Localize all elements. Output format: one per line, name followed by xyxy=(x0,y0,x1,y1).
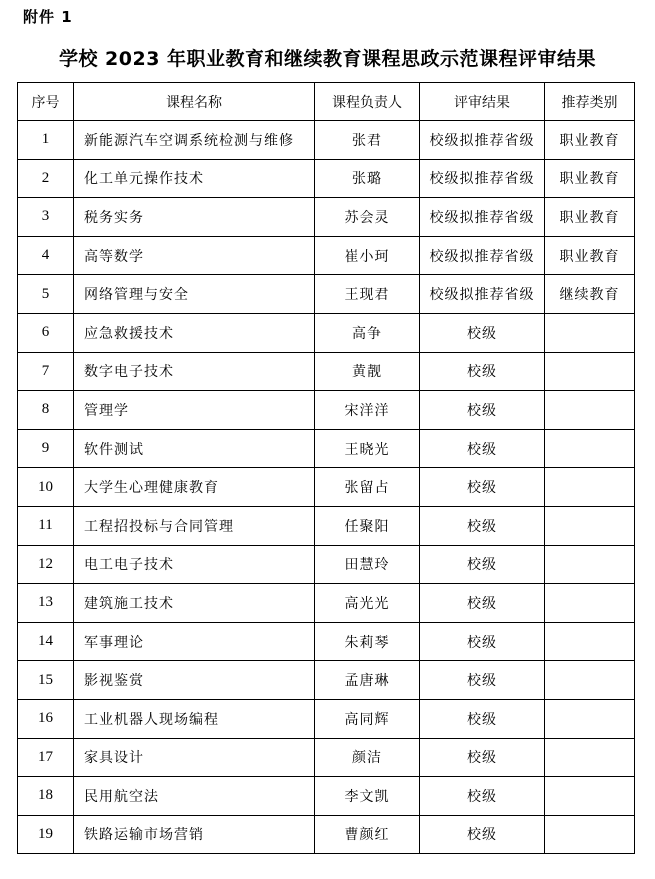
cell-owner: 高光光 xyxy=(315,584,420,623)
cell-category xyxy=(545,777,635,816)
table-row xyxy=(18,391,635,430)
cell-no: 5 xyxy=(18,275,74,314)
cell-category: 职业教育 xyxy=(545,236,635,275)
table-row xyxy=(18,699,635,738)
cell-owner: 宋洋洋 xyxy=(315,391,420,430)
cell-course: 工程招投标与合同管理 xyxy=(74,506,315,545)
table-row xyxy=(18,777,635,816)
cell-owner: 孟唐琳 xyxy=(315,661,420,700)
cell-owner: 任聚阳 xyxy=(315,506,420,545)
cell-owner: 崔小珂 xyxy=(315,236,420,275)
cell-result: 校级拟推荐省级 xyxy=(420,236,545,275)
table-row xyxy=(18,815,635,854)
header-result: 评审结果 xyxy=(420,83,545,121)
cell-no: 16 xyxy=(18,699,74,738)
cell-category: 职业教育 xyxy=(545,159,635,198)
cell-result: 校级 xyxy=(420,815,545,854)
cell-no: 11 xyxy=(18,506,74,545)
cell-result: 校级拟推荐省级 xyxy=(420,159,545,198)
cell-category xyxy=(545,661,635,700)
cell-course: 民用航空法 xyxy=(74,777,315,816)
cell-category xyxy=(545,738,635,777)
cell-no: 7 xyxy=(18,352,74,391)
table-row xyxy=(18,468,635,507)
table-row xyxy=(18,159,635,198)
cell-no: 3 xyxy=(18,198,74,237)
cell-owner: 颜洁 xyxy=(315,738,420,777)
cell-category xyxy=(545,313,635,352)
header-owner: 课程负责人 xyxy=(315,83,420,121)
cell-course: 高等数学 xyxy=(74,236,315,275)
cell-category xyxy=(545,815,635,854)
cell-no: 2 xyxy=(18,159,74,198)
cell-category xyxy=(545,391,635,430)
cell-no: 6 xyxy=(18,313,74,352)
cell-course: 军事理论 xyxy=(74,622,315,661)
cell-result: 校级 xyxy=(420,777,545,816)
cell-owner: 黄靓 xyxy=(315,352,420,391)
table-row xyxy=(18,661,635,700)
table-row xyxy=(18,121,635,160)
cell-category xyxy=(545,468,635,507)
cell-owner: 张君 xyxy=(315,121,420,160)
cell-course: 大学生心理健康教育 xyxy=(74,468,315,507)
cell-no: 13 xyxy=(18,584,74,623)
cell-course: 软件测试 xyxy=(74,429,315,468)
attachment-label: 附件 1 xyxy=(23,8,73,26)
cell-course: 家具设计 xyxy=(74,738,315,777)
header-no: 序号 xyxy=(18,83,74,121)
cell-category xyxy=(545,429,635,468)
cell-result: 校级 xyxy=(420,699,545,738)
cell-owner: 田慧玲 xyxy=(315,545,420,584)
cell-result: 校级 xyxy=(420,391,545,430)
table-row xyxy=(18,275,635,314)
cell-result: 校级 xyxy=(420,584,545,623)
cell-owner: 王现君 xyxy=(315,275,420,314)
cell-category: 继续教育 xyxy=(545,275,635,314)
cell-course: 电工电子技术 xyxy=(74,545,315,584)
cell-category xyxy=(545,545,635,584)
cell-owner: 高同辉 xyxy=(315,699,420,738)
cell-result: 校级 xyxy=(420,468,545,507)
cell-course: 应急救援技术 xyxy=(74,313,315,352)
cell-course: 网络管理与安全 xyxy=(74,275,315,314)
cell-owner: 曹颜红 xyxy=(315,815,420,854)
cell-owner: 张留占 xyxy=(315,468,420,507)
cell-owner: 李文凯 xyxy=(315,777,420,816)
cell-result: 校级拟推荐省级 xyxy=(420,121,545,160)
cell-no: 19 xyxy=(18,815,74,854)
cell-no: 4 xyxy=(18,236,74,275)
cell-result: 校级 xyxy=(420,506,545,545)
cell-category xyxy=(545,699,635,738)
cell-category xyxy=(545,584,635,623)
table-row xyxy=(18,313,635,352)
cell-category: 职业教育 xyxy=(545,121,635,160)
cell-result: 校级 xyxy=(420,738,545,777)
results-table xyxy=(17,82,635,854)
table-row xyxy=(18,506,635,545)
cell-result: 校级 xyxy=(420,429,545,468)
cell-result: 校级 xyxy=(420,661,545,700)
cell-owner: 朱莉琴 xyxy=(315,622,420,661)
cell-course: 影视鉴赏 xyxy=(74,661,315,700)
cell-owner: 苏会灵 xyxy=(315,198,420,237)
cell-result: 校级拟推荐省级 xyxy=(420,275,545,314)
cell-no: 9 xyxy=(18,429,74,468)
cell-result: 校级 xyxy=(420,622,545,661)
cell-result: 校级拟推荐省级 xyxy=(420,198,545,237)
cell-result: 校级 xyxy=(420,313,545,352)
cell-result: 校级 xyxy=(420,545,545,584)
cell-no: 10 xyxy=(18,468,74,507)
table-row xyxy=(18,584,635,623)
header-course: 课程名称 xyxy=(74,83,315,121)
cell-course: 工业机器人现场编程 xyxy=(74,699,315,738)
table-row xyxy=(18,198,635,237)
cell-owner: 张璐 xyxy=(315,159,420,198)
table-row xyxy=(18,429,635,468)
table-body xyxy=(18,121,635,854)
header-category: 推荐类别 xyxy=(545,83,635,121)
cell-course: 税务实务 xyxy=(74,198,315,237)
table-row xyxy=(18,738,635,777)
cell-result: 校级 xyxy=(420,352,545,391)
cell-category: 职业教育 xyxy=(545,198,635,237)
cell-no: 12 xyxy=(18,545,74,584)
cell-course: 铁路运输市场营销 xyxy=(74,815,315,854)
page-title: 学校 2023 年职业教育和继续教育课程思政示范课程评审结果 xyxy=(58,48,597,70)
cell-owner: 高争 xyxy=(315,313,420,352)
cell-category xyxy=(545,506,635,545)
table-row xyxy=(18,545,635,584)
cell-no: 8 xyxy=(18,391,74,430)
cell-category xyxy=(545,352,635,391)
table-row xyxy=(18,622,635,661)
cell-no: 15 xyxy=(18,661,74,700)
cell-no: 17 xyxy=(18,738,74,777)
cell-owner: 王晓光 xyxy=(315,429,420,468)
cell-course: 建筑施工技术 xyxy=(74,584,315,623)
cell-course: 化工单元操作技术 xyxy=(74,159,315,198)
table-row xyxy=(18,236,635,275)
table-header-row xyxy=(18,83,635,121)
table-row xyxy=(18,352,635,391)
cell-course: 管理学 xyxy=(74,391,315,430)
cell-no: 18 xyxy=(18,777,74,816)
cell-no: 14 xyxy=(18,622,74,661)
cell-course: 数字电子技术 xyxy=(74,352,315,391)
cell-course: 新能源汽车空调系统检测与维修 xyxy=(74,121,315,160)
cell-category xyxy=(545,622,635,661)
cell-no: 1 xyxy=(18,121,74,160)
